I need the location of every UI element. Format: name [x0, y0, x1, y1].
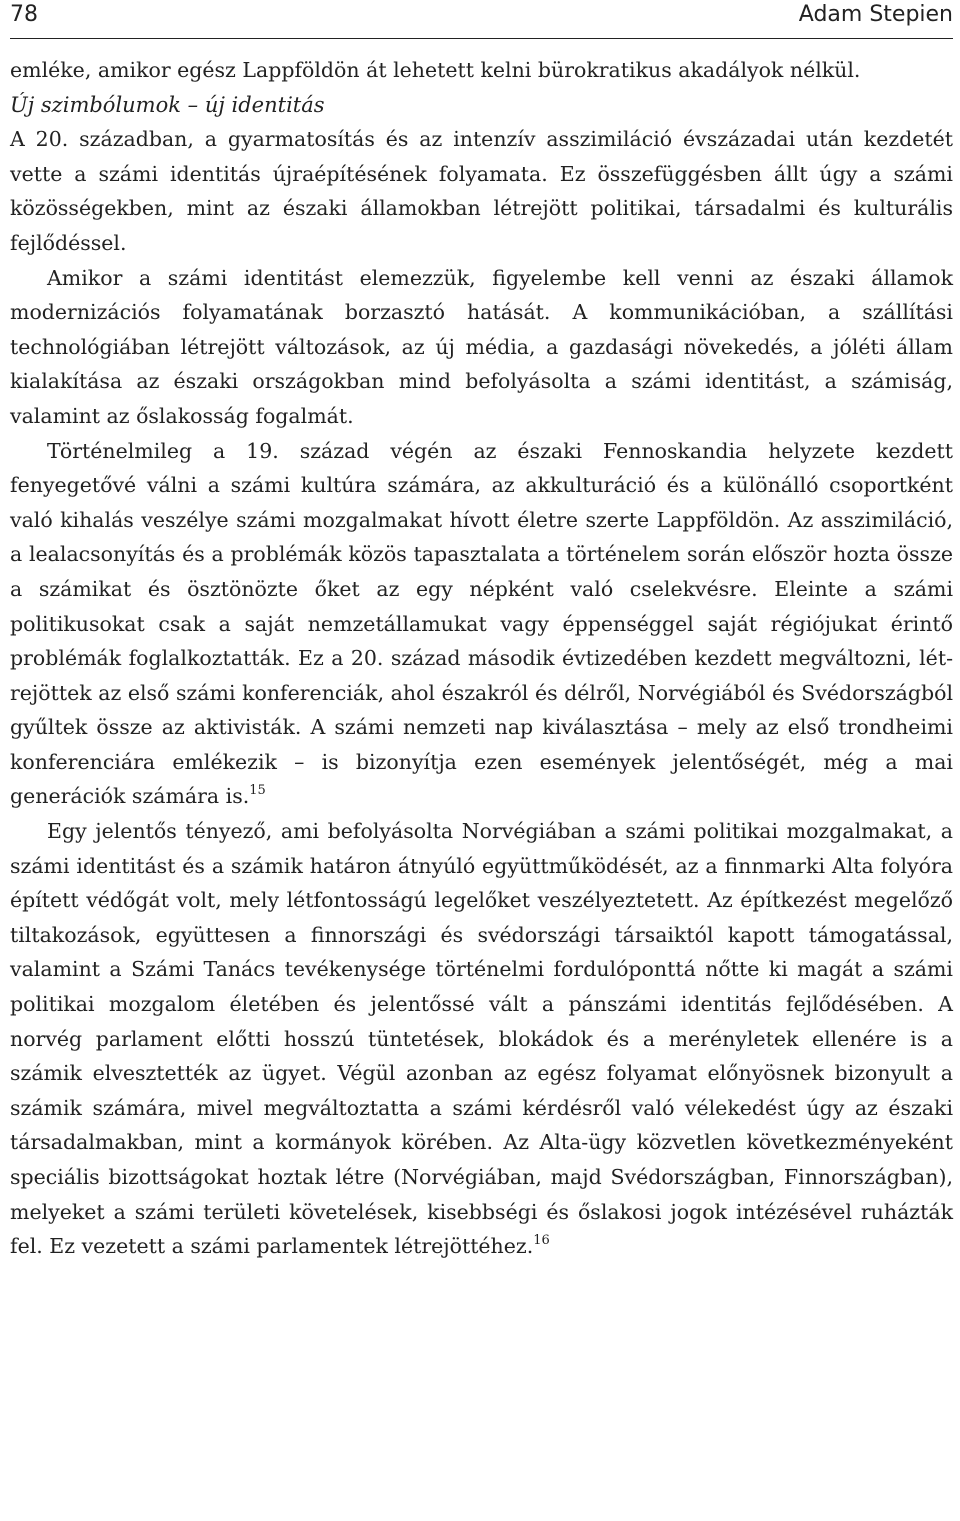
running-author: Adam Stepien [798, 2, 953, 27]
running-header [10, 0, 953, 39]
paragraph-history [10, 434, 953, 815]
paragraph-alta-text: Egy jelentős tényező, ami befolyásolta Norvégiában a számi politikai mozgalmakat, a számi identitást és a számik határon átnyúló együttműködését, az a finnmarki Alta folyóra épített védőgát volt, mely létfontosságú legelőket veszélyeztetett. Az építkezést megelőző tiltakozások, együttesen a finnországi és svédországi társaiktól kapott támogatással, valamint a Számi Tanács tevékenysége történelmi fordulóponttá nőtte ki magát a számi politikai mozgalom életében és jelentőssé vált a pánszámi identitás fejlődésében. A norvég parlament előtti hosszú tüntetések, blokádok és a merényletek ellenére is a számik elvesztették az ügyet. Végül azonban az egész folyamat előnyösnek bizonyult a számik számára, mivel megváltoztatta a számi kérdésről való vélekedést úgy az északi társadalmakban, mint a kormányok körében. Az Alta-ügy közvetlen következményeként speciális bizottságokat hoztak létre (Norvégiában, majd Svédországban, Finnországban), melyeket a számi területi követelések, kisebbségi és őslakosi jogok intézésével ruházták fel. Ez vezetett a számi parlamentek létrejöttéhez. [10, 819, 953, 1259]
paragraph-continuation: emléke, amikor egész Lappföldön át lehetett kelni bürokratikus akadályok nélkül. [10, 58, 861, 82]
paragraph-alta [10, 814, 953, 1264]
paragraph-modernization: Amikor a számi identitást elemezzük, figyelembe kell venni az északi államok modernizációs folyamatának borzasztó hatását. A kommunikációban, a szállítási technológiában létrejött változások, az új média, a gazdasági növekedés, a jóléti állam kialakítása az északi országokban mind befolyásolta a számi identitást, a számiság, valamint az őslakosság fogalmát. [10, 265, 953, 428]
footnote-ref-16[interactable]: 16 [533, 1233, 550, 1249]
footnote-ref-15[interactable]: 15 [249, 783, 266, 799]
body-text [10, 53, 953, 1264]
paragraph-history-text: Történelmileg a 19. század végén az északi Fennoskandia helyzete kezdett fenyegetővé válni a számi kultúra számára, az akkulturáció és a különálló csoportként való kihalás veszélye számi mozgalmakat hívott életre szerte Lappföldön. Az asszimiláció, a lealacsonyítás és a problémák közös tapasztalata a történelem során először hozta össze a számikat és ösztönözte őket az egy népként való cselekvésre. Eleinte a számi politikusokat csak a saját nemzetállamukat vagy éppenséggel saját régiójukat érintő problémák foglalkoztatták. Ez a 20. század második évtizedében kezdett megváltozni, létrejöttek az első számi konferenciák, ahol északról és délről, Norvégiából és Svédországból gyűltek össze az aktivisták. A számi nemzeti nap kiválasztása – mely az első trondheimi konferenciára emlékezik – is bizonyítja ezen események jelentőségét, még a mai generációk számára is. [10, 438, 953, 809]
section-title: Új szimbólumok – új identitás [10, 92, 325, 117]
page-number: 78 [10, 2, 38, 27]
book-page [10, 0, 953, 1264]
paragraph-intro: A 20. században, a gyarmatosítás és az intenzív asszimiláció évszázadai után kezdetét vette a számi identitás újraépítésének folyamata. Ez összefüggésben állt úgy a számi közösségekben, mint az északi államokban létrejött politikai, társadalmi és kulturális fejlődéssel. [10, 127, 953, 255]
